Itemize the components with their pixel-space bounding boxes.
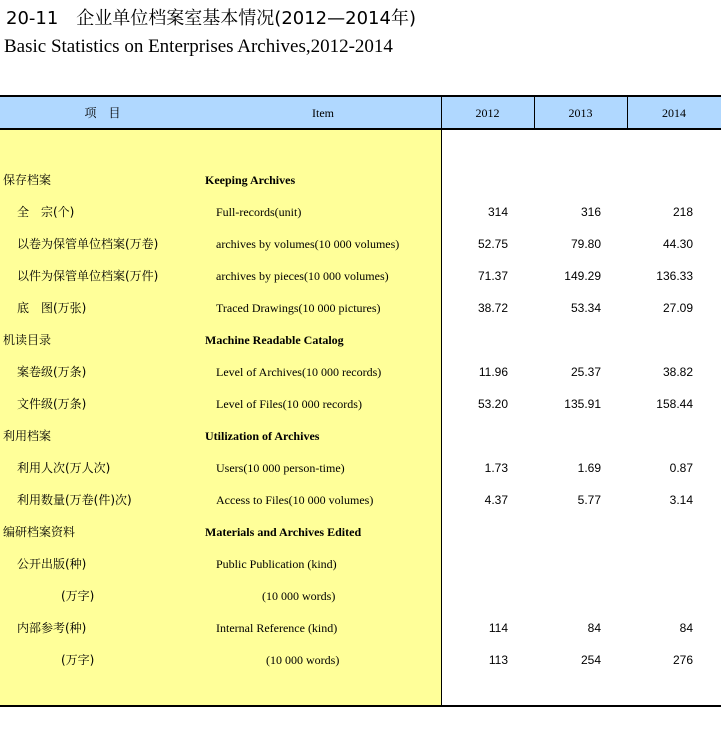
value-2012 (428, 420, 508, 452)
value-2013: 254 (580, 653, 601, 667)
value-2013: 135.91 (564, 397, 601, 411)
row-label-cn: (万字) (61, 589, 95, 603)
row-label-en: Full-records(unit) (216, 205, 302, 219)
value-2013: 1.69 (577, 461, 601, 475)
category-row (0, 324, 721, 356)
value-2012: 53.20 (477, 397, 508, 411)
row-label-en: archives by pieces(10 000 volumes) (216, 269, 389, 283)
table-row (0, 452, 721, 484)
value-2014: 84 (679, 621, 693, 635)
header-item-en: Item (312, 106, 334, 120)
value-2012: 114 (488, 621, 508, 635)
value-2014 (613, 548, 693, 580)
value-2012: 4.37 (484, 493, 508, 507)
value-2012 (428, 548, 508, 580)
value-2012: 71.37 (477, 269, 508, 283)
value-2014 (613, 516, 693, 548)
row-label-cn: 案卷级(万条) (17, 365, 87, 379)
value-2013 (521, 420, 601, 452)
value-2013 (521, 548, 601, 580)
row-label-cn: 公开出版(种) (17, 557, 87, 571)
row-label-cn: 机读目录 (3, 333, 52, 347)
value-2014: 0.87 (669, 461, 693, 475)
value-2012: 11.96 (478, 365, 508, 379)
table-row (0, 228, 721, 260)
table-row (0, 612, 721, 644)
row-label-cn: 利用数量(万卷(件)次) (17, 493, 132, 507)
row-label-cn: 以件为保管单位档案(万件) (17, 269, 159, 283)
table-row (0, 388, 721, 420)
column-divider (534, 95, 535, 130)
row-label-cn: 文件级(万条) (17, 397, 87, 411)
value-2013: 84 (587, 621, 601, 635)
value-2014: 158.44 (656, 397, 693, 411)
header-year-2013: 2013 (568, 106, 593, 120)
value-2013: 53.34 (570, 301, 601, 315)
row-label-cn: 利用档案 (3, 429, 52, 443)
row-label-en: Access to Files(10 000 volumes) (216, 493, 374, 507)
value-2014 (613, 420, 693, 452)
row-label-en: (10 000 words) (262, 589, 336, 603)
row-label-cn: 内部参考(种) (17, 621, 87, 635)
value-2014: 38.82 (662, 365, 693, 379)
row-label-en: Users(10 000 person-time) (216, 461, 345, 475)
value-2012: 314 (487, 205, 508, 219)
value-2012: 113 (488, 653, 508, 667)
value-2013: 79.80 (570, 237, 601, 251)
value-2013 (521, 580, 601, 612)
value-2014: 218 (672, 205, 693, 219)
category-row (0, 420, 721, 452)
category-row (0, 516, 721, 548)
row-label-cn: 全 宗(个) (17, 205, 75, 219)
column-divider (627, 95, 628, 130)
value-2012 (428, 164, 508, 196)
value-2014: 276 (672, 653, 693, 667)
table-bottom-rule (0, 705, 721, 707)
table-row (0, 196, 721, 228)
row-label-en: Keeping Archives (205, 173, 296, 187)
value-2014: 136.33 (656, 269, 693, 283)
value-2012: 1.73 (484, 461, 508, 475)
header-item-cn: 项 目 (84, 106, 121, 120)
value-2012 (428, 324, 508, 356)
row-label-cn: (万字) (61, 653, 95, 667)
table-row (0, 644, 721, 676)
value-2014: 27.09 (662, 301, 693, 315)
table-row (0, 484, 721, 516)
row-label-en: archives by volumes(10 000 volumes) (216, 237, 400, 251)
table-header (0, 95, 721, 130)
value-2013 (521, 516, 601, 548)
value-2013 (521, 324, 601, 356)
value-2013: 25.37 (570, 365, 601, 379)
value-2013: 316 (580, 205, 601, 219)
table-row (0, 580, 721, 612)
value-2012: 38.72 (477, 301, 508, 315)
row-label-en: Traced Drawings(10 000 pictures) (216, 301, 381, 315)
table-row (0, 260, 721, 292)
value-2012: 52.75 (477, 237, 508, 251)
table-row (0, 548, 721, 580)
value-2013: 5.77 (577, 493, 601, 507)
value-2014 (613, 164, 693, 196)
value-2012 (428, 580, 508, 612)
statistics-table (0, 95, 721, 707)
value-2013 (521, 164, 601, 196)
row-label-cn: 以卷为保管单位档案(万卷) (17, 237, 159, 251)
value-2013: 149.29 (564, 269, 601, 283)
row-label-en: Utilization of Archives (205, 429, 320, 443)
row-label-en: Materials and Archives Edited (205, 525, 362, 539)
row-label-cn: 保存档案 (3, 173, 52, 187)
table-row (0, 356, 721, 388)
header-year-2014: 2014 (662, 106, 686, 120)
row-label-cn: 利用人次(万人次) (17, 461, 111, 475)
row-label-cn: 编研档案资料 (3, 525, 76, 539)
category-row (0, 164, 721, 196)
row-label-en: Public Publication (kind) (216, 557, 337, 571)
page-title-chinese: 20-11 企业单位档案室基本情况(2012—2014年) (6, 8, 416, 29)
page-title-english: Basic Statistics on Enterprises Archives,2012-2014 (4, 36, 393, 57)
value-2014 (613, 324, 693, 356)
row-label-en: (10 000 words) (266, 653, 340, 667)
row-label-en: Level of Files(10 000 records) (216, 397, 362, 411)
header-year-2012: 2012 (475, 106, 500, 120)
value-2014: 3.14 (669, 493, 693, 507)
row-label-en: Machine Readable Catalog (205, 333, 344, 347)
row-label-en: Internal Reference (kind) (216, 621, 338, 635)
value-2012 (428, 516, 508, 548)
row-label-en: Level of Archives(10 000 records) (216, 365, 382, 379)
table-row (0, 292, 721, 324)
value-2014 (613, 580, 693, 612)
row-label-cn: 底 图(万张) (17, 301, 87, 315)
value-2014: 44.30 (662, 237, 693, 251)
